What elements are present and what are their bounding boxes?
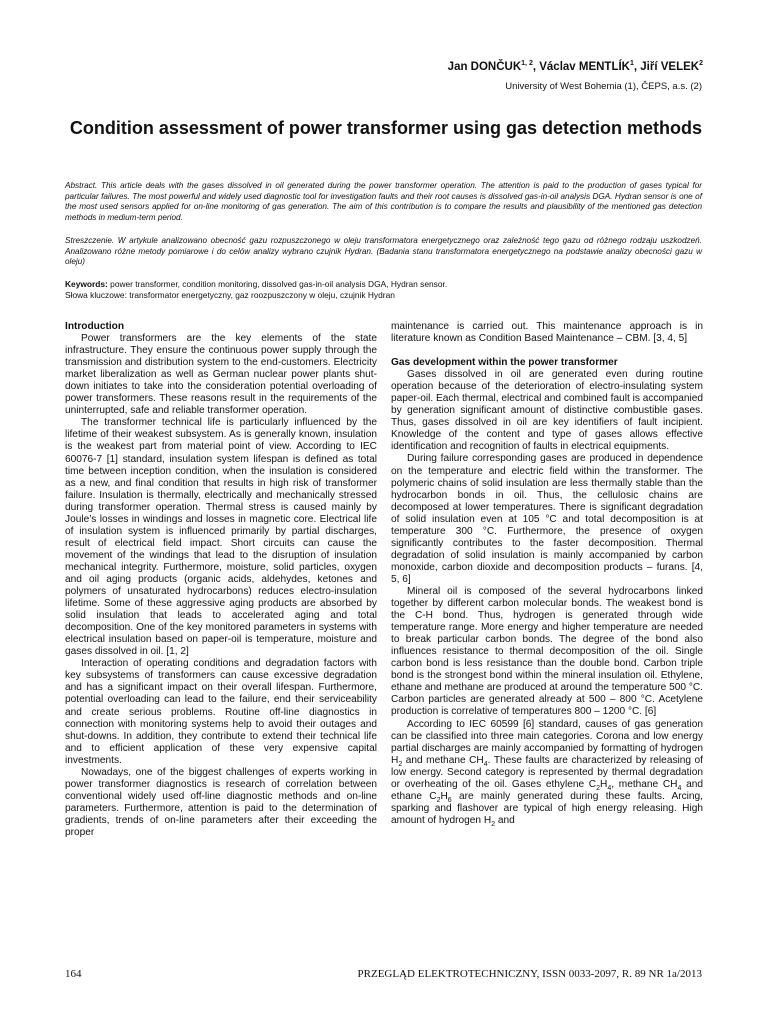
paragraph — [391, 719, 703, 827]
keywords-label: Keywords: — [65, 279, 108, 289]
keywords-polish — [65, 290, 702, 300]
subscript: 2 — [491, 820, 496, 828]
paragraph: maintenance is carried out. This maintenance approach is in literature known as Condition Based Maintenance – CBM. [3, 4, 5] — [391, 321, 703, 345]
subscript: 6 — [447, 796, 452, 804]
text-run: . These faults are characterized by releasing of low energy. Second category is represented by thermal degradation or overheating of the oil. Gases ethylene C — [391, 754, 703, 790]
keywords — [65, 279, 702, 289]
author-list — [448, 60, 703, 73]
text-run: and ethane C — [391, 778, 703, 802]
subscript: 4 — [607, 784, 612, 792]
text-run: , methane CH — [611, 778, 678, 790]
section-heading-gas-development: Gas development within the power transformer — [391, 357, 618, 369]
journal-footer: PRZEGLĄD ELEKTROTECHNICZNY, ISSN 0033-2097, R. 89 NR 1a/2013 — [357, 968, 702, 980]
keywords-polish-label: Słowa kluczowe: — [65, 290, 127, 300]
subscript: 2 — [398, 760, 403, 768]
author-name: Václav MENTLÍK — [539, 60, 630, 73]
paragraph: The transformer technical life is particularly influenced by the lifetime of their weakest subsystem. As is generally known, insulation is the weakest part from material point of view. According to IEC 60076-7 [1] standard, insulation system lifespan is defined as total time between inception condition, when the insulation is considered as a new, and final condition that results in high risk of transformer failure. Insulation is thermally, electrically and mechanically stressed during transformer operation. Thermal stress is caused mainly by Joule’s losses in windings and losses in magnetic core. Electrical life of insulation system is influenced primarily by partial discharges, result of electrical field impact. Short circuits can cause the movement of the windings that lead to the disruption of insulation mechanical integrity. Furthermore, moisture, solid particles, oxygen and oil aging products (organic acids, aldehydes, ketones and polymers of unsaturated hydrocarbons) reduces electro-insulation lifetime. Some of these aggressive aging products are absorbed by solid insulation that leads to accelerated aging and total decomposition. One of the key monitored parameters in systems with electrical insulation based on paper-oil is temperature, moisture and gases dissolved in oil. [1, 2] — [65, 417, 377, 658]
text-run: are mainly generated during these faults. Arcing, sparking and flashover are typical of high energy releasing. High amount of hydrogen H — [391, 790, 703, 826]
affiliation: University of West Bohemia (1), ČEPS, a.s. (2) — [505, 81, 702, 92]
abstract-polish: Streszczenie. W artykule analizowano obecność gazu rozpuszczonego w oleju transformatora energetycznego oraz zależność tego gazu od różnego rodzaju uszkodzeń. Analizowano różne metody pomiarowe i do celów analizy wybrano czujnik Hydran. (Badania stanu transformatora energetycznego na podstawie analizy obecności gazu w oleju) — [65, 236, 702, 267]
affiliation-marker: 2 — [699, 60, 703, 67]
subscript: 2 — [436, 796, 441, 804]
paragraph: Power transformers are the key elements of the state infrastructure. They ensure the continuous power supply through the transmission and distribution system to the end-customers. Electricity market liberalization as well as German nuclear power plants shut-down initiates to take into the consideration potential overloading of power transformers. These reasons result in the requirements of the uninterrupted, safe and reliable transformer operation. — [65, 333, 377, 417]
subscript: 4 — [677, 784, 682, 792]
paragraph: During failure corresponding gases are produced in dependence on the temperature and electric field within the transformer. The polymeric chains of solid insulation are less thermally stable than the hydrocarbon bonds in oil. Thus, the cellulosic chains are decomposed at lower temperatures. There is significant degradation of solid insulation even at 105 °C and total decomposition is at temperature 300 °C. Furthermore, the presence of oxygen significantly contributes to the faster decomposition. Thermal degradation of solid insulation is mainly accompanied by carbon monoxide, carbon dioxide and decomposition products – furans. [4, 5, 6] — [391, 453, 703, 585]
text-run: and methane CH — [402, 754, 484, 766]
text-run: According to IEC 60599 [6] standard, causes of gas generation can be classified into three main categories. Corona and low energy partial discharges are mainly accompanied by formatting of hydrogen H — [391, 718, 703, 766]
author-separator: , — [532, 60, 540, 73]
paragraph: Gases dissolved in oil are generated even during routine operation because of the deterioration of electro-insulating system paper-oil. Each thermal, electrical and combined fault is accompanied by generation significant amount of distinctive combustible gases. Thus, gases dissolved in oil are key identifiers of fault incipient. Knowledge of the content and type of gases allows effective identification and recognition of faults in electrical equipments. — [391, 369, 703, 453]
author-name: Jiří VELEK — [640, 60, 700, 73]
paragraph: Mineral oil is composed of the several hydrocarbons linked together by different carbon molecular bonds. The weakest bond is the C-H bond. Thus, hydrogen is generated through wide temperature range. More energy and higher temperature are needed to break particular carbon bonds. The degree of the bond also influences resistance to thermal decomposition of the oil. Single carbon bond is less resistance than the double bond. Carbon triple bond is the strongest bond within the mineral insulation oil. Ethylene, ethane and methane are produced at around the temperature 500 °C. Carbon particles are generated already at 500 – 800 °C. Acetylene production is correlative of temperatures 800 – 1200 °C. [6] — [391, 585, 703, 718]
subscript: 4 — [483, 760, 488, 768]
keywords-text: power transformer, condition monitoring, dissolved gas-in-oil analysis DGA, Hydran sensor. — [107, 279, 448, 289]
author-separator: , — [633, 60, 641, 73]
affiliation-marker: 1 — [629, 60, 634, 67]
section-heading-introduction: Introduction — [65, 321, 125, 332]
paragraph: Nowadays, one of the biggest challenges of experts working in power transformer diagnostics is research of correlation between conventional widely used off-line diagnostic methods and on-line parameters. Furthermore, attention is paid to the determination of gradients, trends of on-line parameters after their exceeding the proper — [65, 766, 377, 838]
paper-title: Condition assessment of power transformer using gas detection methods — [69, 118, 702, 138]
subscript: 2 — [596, 784, 601, 792]
affiliation-marker: 1, 2 — [521, 60, 533, 67]
text-run: H — [440, 790, 448, 802]
keywords-polish-text: transformator energetyczny, gaz roozpuszczony w oleju, czujnik Hydran — [126, 290, 395, 300]
paragraph: Interaction of operating conditions and degradation factors with key subsystems of transformers can cause excessive degradation and has a significant impact on their overall lifespan. Furthermore, potential overloading can lead to the failure, end their serviceability and create serious problems. Routine off-line diagnostics in connection with monitoring systems help to avoid their outages and shut-downs. In addition, they contribute to extend their technical life and to efficient application of these very expensive capital investments. — [65, 658, 377, 766]
text-run: H — [600, 778, 608, 790]
text-run: and — [495, 814, 515, 826]
page-number: 164 — [65, 968, 82, 980]
author-name: Jan DONČUK — [447, 60, 522, 73]
left-column — [65, 321, 377, 839]
right-column — [391, 321, 703, 827]
abstract: Abstract. This article deals with the gases dissolved in oil generated during the power transformer operation. The attention is paid to the production of gases typical for particular failures. The most powerful and widely used diagnostic tool for investigation faults and their root causes is dissolved gas-in-oil analysis DGA. Hydran sensor is one of the most used sensors applied for on-line monitoring of gas generation. The aim of this contribution is to compare the results and plausibility of the mentioned gas detection methods in medium-term period. — [65, 181, 702, 223]
